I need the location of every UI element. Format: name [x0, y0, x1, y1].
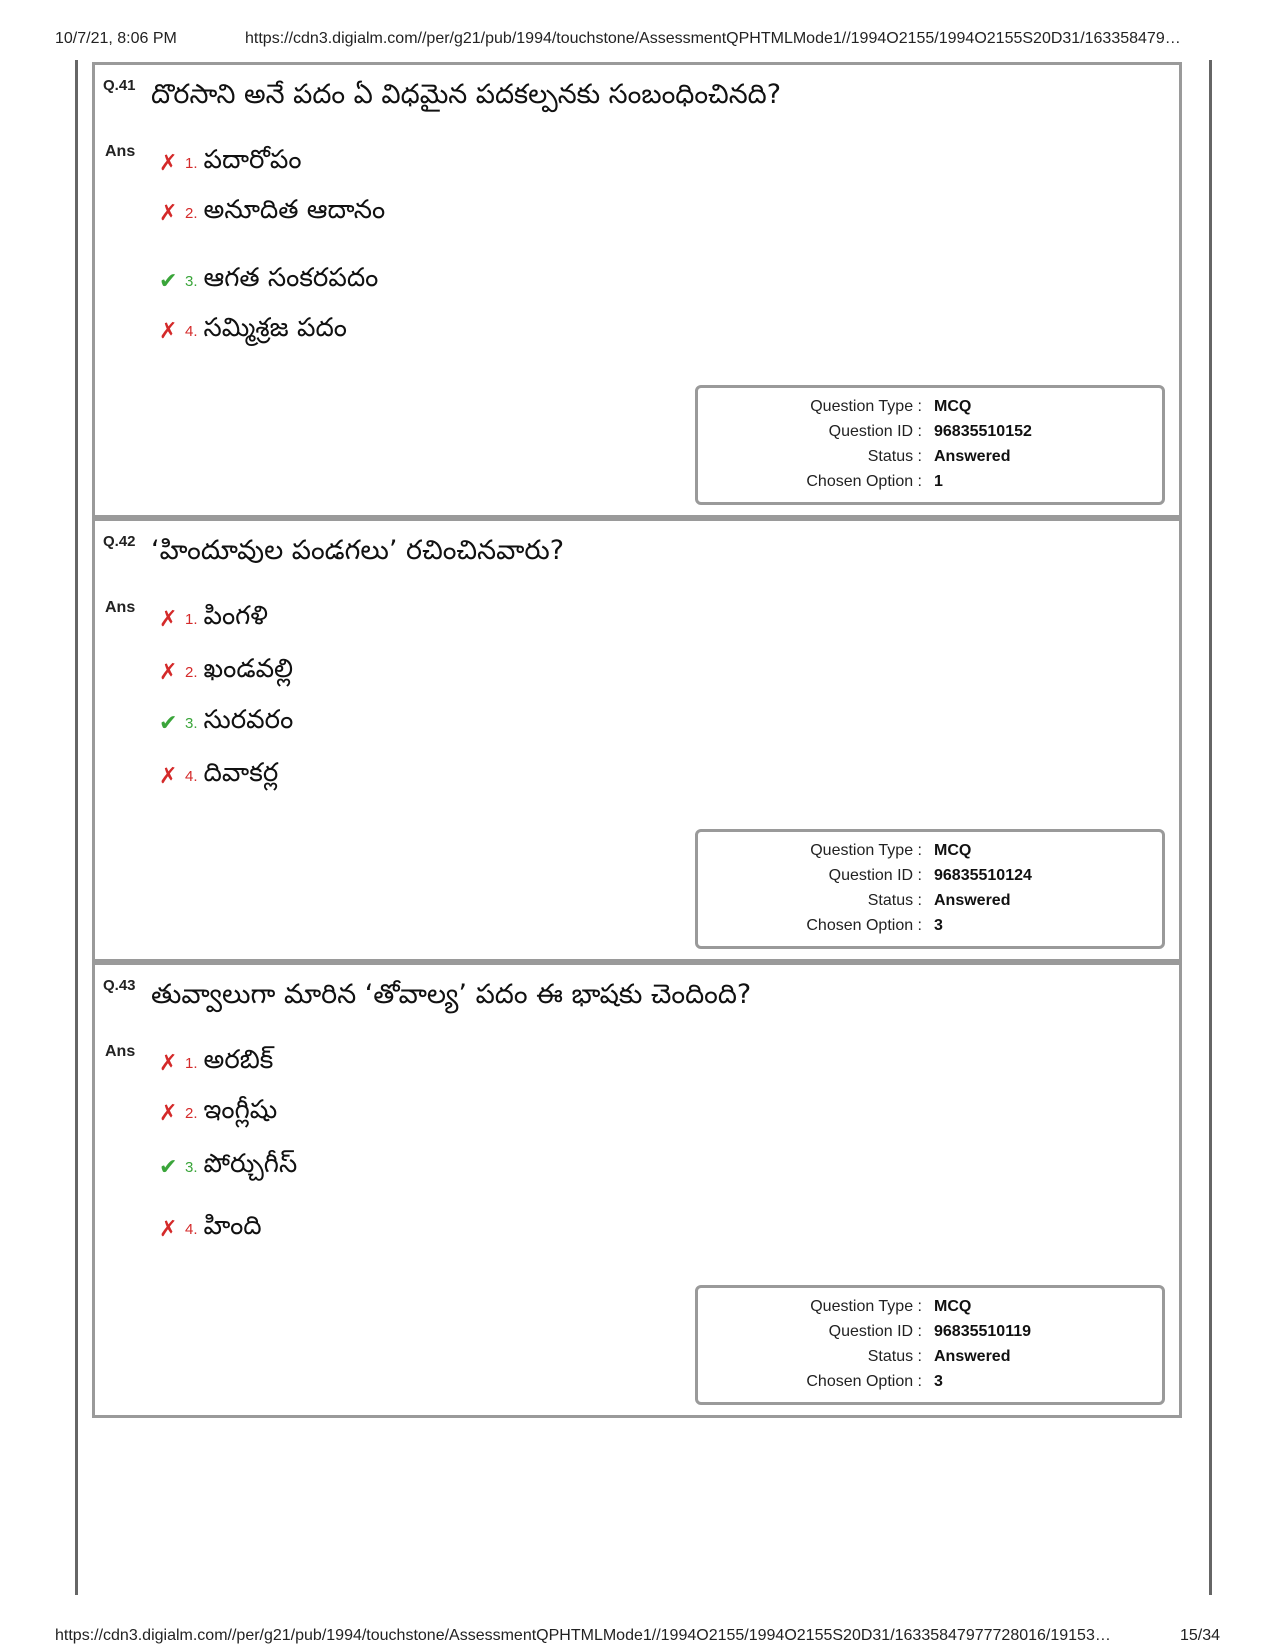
- question-card: [92, 62, 1182, 518]
- info-label: Status :: [867, 892, 922, 909]
- option-item: [159, 313, 347, 349]
- info-value: 96835510152: [934, 423, 1032, 440]
- option-item: [159, 705, 293, 741]
- option-number: 4.: [185, 767, 198, 785]
- option-number: 3.: [185, 714, 198, 732]
- question-info-box: [695, 1285, 1165, 1405]
- info-row-type: [698, 842, 1162, 867]
- info-row-chosen: [698, 1373, 1162, 1398]
- option-text: సురవరం: [203, 705, 294, 735]
- cross-icon: ✗: [159, 200, 178, 225]
- info-label: Question Type :: [810, 1298, 922, 1315]
- option-item: [159, 1045, 273, 1081]
- cross-icon: ✗: [159, 150, 178, 175]
- option-text: పదారోపం: [203, 145, 302, 175]
- option-number: 4.: [185, 322, 198, 340]
- check-icon: ✔: [159, 710, 178, 735]
- info-value: MCQ: [934, 842, 972, 859]
- cross-icon: ✗: [159, 659, 178, 684]
- print-header: [55, 30, 1220, 52]
- cross-icon: ✗: [159, 1100, 178, 1125]
- info-label: Question ID :: [828, 423, 922, 440]
- info-value: MCQ: [934, 398, 972, 415]
- option-number: 3.: [185, 1158, 198, 1176]
- info-value: 1: [934, 473, 943, 490]
- option-text: పింగళి: [203, 601, 268, 631]
- info-value: 3: [934, 917, 943, 934]
- option-text: ఇంగ్లీషు: [203, 1095, 278, 1125]
- check-icon: ✔: [159, 268, 178, 293]
- info-row-status: [698, 892, 1162, 917]
- print-footer: [55, 1627, 1220, 1647]
- print-datetime: 10/7/21, 8:06 PM: [55, 30, 177, 47]
- cross-icon: ✗: [159, 606, 178, 631]
- question-card: [92, 962, 1182, 1418]
- info-label: Status :: [867, 448, 922, 465]
- option-item: [159, 145, 302, 181]
- question-card: [92, 518, 1182, 962]
- info-row-id: [698, 423, 1162, 448]
- option-number: 1.: [185, 1054, 198, 1072]
- info-label: Status :: [867, 1348, 922, 1365]
- info-label: Question ID :: [828, 867, 922, 884]
- info-row-type: [698, 1298, 1162, 1323]
- option-text: అరబిక్: [203, 1045, 274, 1075]
- info-value: 3: [934, 1373, 943, 1390]
- option-item: [159, 654, 293, 690]
- cross-icon: ✗: [159, 318, 178, 343]
- option-number: 2.: [185, 1104, 198, 1122]
- question-info-box: [695, 385, 1165, 505]
- option-item: [159, 601, 268, 637]
- option-text: సమ్మిశ్రజ పదం: [203, 313, 347, 343]
- info-row-id: [698, 1323, 1162, 1348]
- page-number: 15/34: [1179, 1627, 1220, 1644]
- cross-icon: ✗: [159, 1216, 178, 1241]
- info-label: Question Type :: [810, 842, 922, 859]
- info-value: Answered: [934, 448, 1011, 465]
- ans-label: Ans: [105, 143, 136, 160]
- option-number: 2.: [185, 663, 198, 681]
- option-number: 4.: [185, 1220, 198, 1238]
- info-value: Answered: [934, 1348, 1011, 1365]
- option-number: 1.: [185, 610, 198, 628]
- question-number: Q.41: [103, 77, 136, 94]
- print-url[interactable]: https://cdn3.digialm.com//per/g21/pub/1994/touchstone/AssessmentQPHTMLMode1//1994O2155/1994O2155S20D31/163358479…: [245, 30, 1181, 47]
- question-number: Q.42: [103, 533, 136, 550]
- option-number: 1.: [185, 154, 198, 172]
- option-text: ఖండవల్లి: [203, 654, 294, 684]
- option-item: [159, 1095, 277, 1131]
- info-value: Answered: [934, 892, 1011, 909]
- option-number: 3.: [185, 272, 198, 290]
- info-label: Chosen Option :: [806, 1373, 922, 1390]
- option-item: [159, 758, 278, 794]
- info-value: 96835510124: [934, 867, 1032, 884]
- info-row-status: [698, 448, 1162, 473]
- question-text: తువ్వాలుగా మారిన ‘తోవాల్య’ పదం ఈ భాషకు చెందింది?: [151, 979, 752, 1010]
- option-text: ఆగత సంకరపదం: [203, 263, 379, 293]
- option-text: అనూదిత ఆదానం: [203, 195, 386, 225]
- info-value: MCQ: [934, 1298, 972, 1315]
- footer-url[interactable]: https://cdn3.digialm.com//per/g21/pub/1994/touchstone/AssessmentQPHTMLMode1//1994O2155/1994O2155S20D31/16335847977728016/19153…: [55, 1627, 1111, 1644]
- info-row-status: [698, 1348, 1162, 1373]
- question-info-box: [695, 829, 1165, 949]
- info-row-chosen: [698, 473, 1162, 498]
- option-number: 2.: [185, 204, 198, 222]
- info-label: Chosen Option :: [806, 473, 922, 490]
- cross-icon: ✗: [159, 1050, 178, 1075]
- info-label: Chosen Option :: [806, 917, 922, 934]
- option-text: పోర్చుగీస్: [203, 1149, 298, 1179]
- info-value: 96835510119: [934, 1323, 1031, 1340]
- question-text: ‘హిందూవుల పండగలు’ రచించినవారు?: [151, 535, 565, 566]
- option-item: [159, 263, 378, 299]
- info-row-chosen: [698, 917, 1162, 942]
- cross-icon: ✗: [159, 763, 178, 788]
- info-label: Question Type :: [810, 398, 922, 415]
- option-text: దివాకర్ల: [203, 758, 279, 788]
- option-item: [159, 1149, 297, 1185]
- question-number: Q.43: [103, 977, 136, 994]
- option-item: [159, 195, 385, 231]
- ans-label: Ans: [105, 1043, 136, 1060]
- info-row-id: [698, 867, 1162, 892]
- info-row-type: [698, 398, 1162, 423]
- option-text: హింది: [203, 1211, 262, 1241]
- ans-label: Ans: [105, 599, 136, 616]
- info-label: Question ID :: [828, 1323, 922, 1340]
- question-text: దొరసాని అనే పదం ఏ విధమైన పదకల్పనకు సంబంధించినది?: [151, 79, 782, 110]
- check-icon: ✔: [159, 1154, 178, 1179]
- option-item: [159, 1211, 262, 1247]
